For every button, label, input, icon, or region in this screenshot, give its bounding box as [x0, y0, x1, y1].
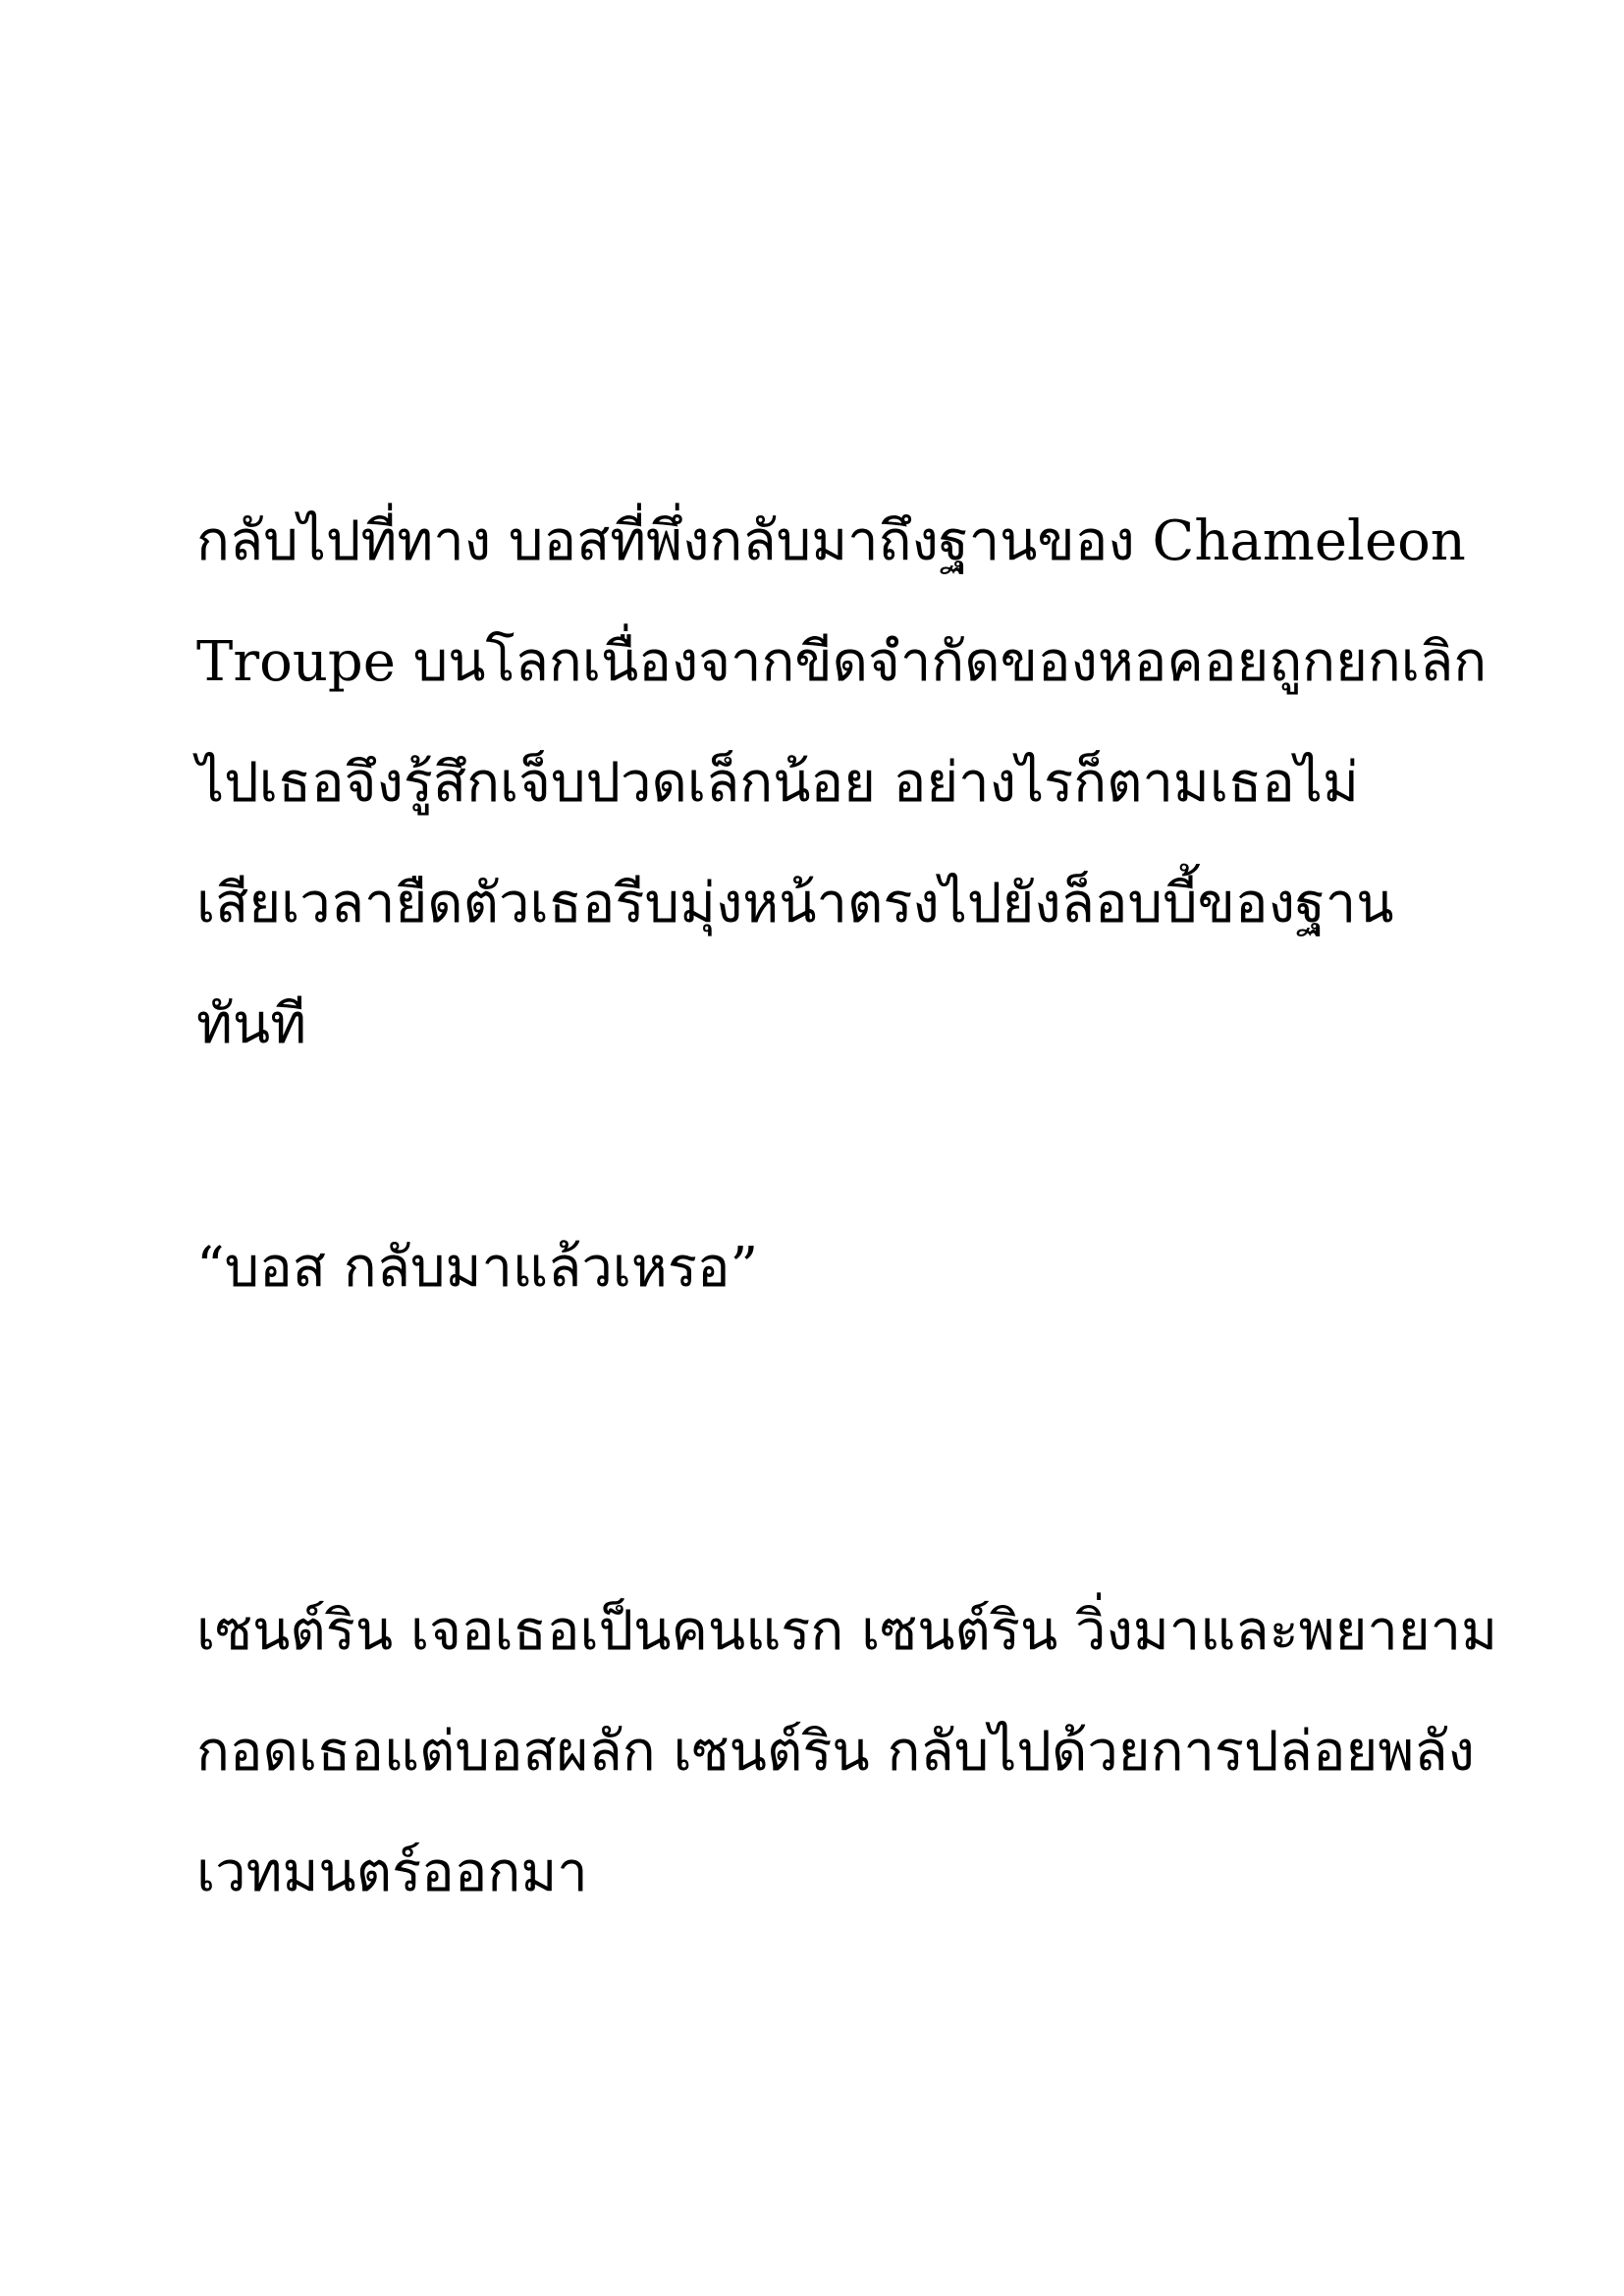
- text-line: กอดเธอแต่บอสผลัก เซนต์ริน กลับไปด้วยการปล่อยพลัง: [196, 1720, 1475, 1784]
- text-line: ไปเธอจึงรู้สึกเจ็บปวดเล็กน้อย อย่างไรก็ตามเธอไม่: [196, 751, 1359, 815]
- text-line: “บอส กลับมาแล้วเหรอ”: [196, 1236, 759, 1300]
- text-line: กลับไปที่ทาง บอสที่พึ่งกลับมาถึงฐานของ Chameleon: [196, 509, 1466, 573]
- text-line: เสียเวลายืดตัวเธอรีบมุ่งหน้าตรงไปยังล็อบบี้ของฐาน: [196, 872, 1394, 935]
- text-line: ทันที: [196, 992, 307, 1056]
- text-line: เวทมนตร์ออกมา: [196, 1841, 588, 1904]
- text-line: เซนต์ริน เจอเธอเป็นคนแรก เซนต์ริน วิ่งมาและพยายาม: [196, 1599, 1498, 1663]
- paragraph-dialogue: [196, 1207, 1473, 1328]
- paragraph-narration-return: [196, 481, 1488, 1085]
- text-line: Troupe บนโลกเนื่องจากขีดจำกัดของหอคอยถูกยกเลิก: [196, 630, 1488, 694]
- paragraph-narration-greeting: [196, 1571, 1498, 1933]
